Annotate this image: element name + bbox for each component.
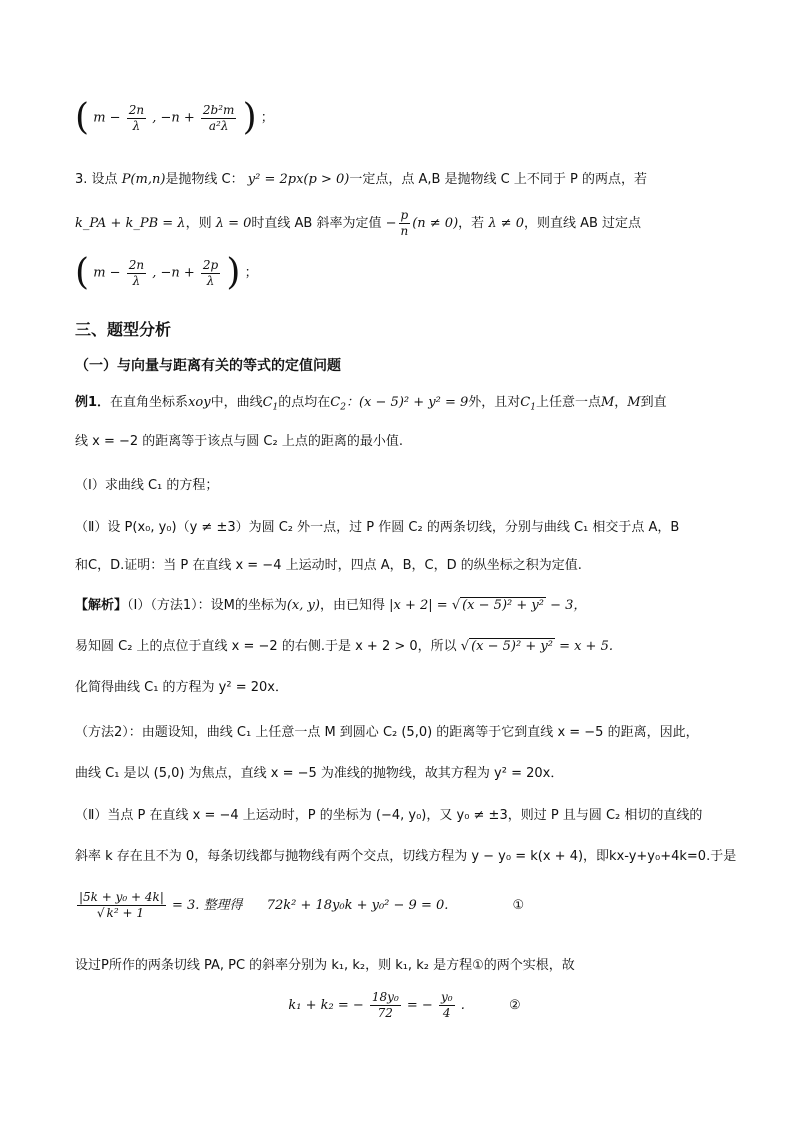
item3-line1: 3. 设点 P(m,n)是抛物线 C： y² = 2px(p > 0)一定点，点 A,B 是抛物线 C 上不同于 P 的两点，若 xyxy=(75,172,647,187)
part2-question-line2: 和C，D.证明：当 P 在直线 x = −4 上运动时，四点 A，B，C，D 的纵坐标之积为定值. xyxy=(75,558,582,573)
solution-line1: 【解析】（Ⅰ）（方法1）：设M的坐标为(x, y)，由已知得 |x + 2| = √ (x − 5)² + y² − 3， xyxy=(75,598,587,613)
subsection-title: （一）与向量与距离有关的等式的定值问题 xyxy=(75,358,341,374)
example-line1: 例1．在直角坐标系xoy中，曲线$C_1$的点均在$C_2$：(x − 5)² + y² = 9外，且对$C_1$上任意一点M，M到直 xyxy=(75,395,667,413)
equation-1: $\frac{\text{|5k + y₀ + 4k|}}{\text{√ k² + 1}}$ = 3. 整理得 72k² + 18y₀k + y₀² − 9 = 0. ① xyxy=(79,890,525,920)
section-title: 三、题型分析 xyxy=(75,320,172,339)
part2-solution-line1: （Ⅱ）当点 P 在直线 x = −4 上运动时，P 的坐标为 (−4, y₀)，又 y₀ ≠ ±3，则过 P 且与圆 C₂ 相切的直线的 xyxy=(75,808,703,823)
part2-solution-line2: 斜率 k 存在且不为 0，每条切线都与抛物线有两个交点，切线方程为 y − y₀ = k(x + 4)，即kx-y+y₀+4k=0.于是 xyxy=(75,849,737,864)
item3-line2: k_PA + k_PB = λ，则 λ = 0时直线 AB 斜率为定值 − $\frac{p}{n}$ (n ≠ 0)，若 λ ≠ 0，则直线 AB 过定点 xyxy=(75,208,642,238)
part2-solution-line4: 设过P所作的两条切线 PA, PC 的斜率分别为 k₁, k₂，则 k₁, k₂ 是方程①的两个实根，故 xyxy=(75,958,575,973)
method2-line1: （方法2）：由题设知，曲线 C₁ 上任意一点 M 到圆心 C₂ (5,0) 的距离等于它到直线 x = −5 的距离，因此， xyxy=(75,725,699,740)
solution-line2: 易知圆 C₂ 上的点位于直线 x = −2 的右侧.于是 x + 2 > 0，所以 √ (x − 5)² + y² = x + 5. xyxy=(75,639,613,654)
part1-question: （Ⅰ）求曲线 C₁ 的方程； xyxy=(75,478,219,493)
part2-question-line1: （Ⅱ）设 P(x₀, y₀)（y ≠ ±3）为圆 C₂ 外一点，过 P 作圆 C₂ 的两条切线，分别与曲线 C₁ 相交于点 A，B xyxy=(75,520,680,535)
solution-line3: 化简得曲线 C₁ 的方程为 y² = 20x． xyxy=(75,680,288,695)
example-line2: 线 x = −2 的距离等于该点与圆 C₂ 上点的距离的最小值. xyxy=(75,434,403,449)
fixed-point-formula-2: ( m − $\frac{2n}{\lambda}$ , −n + $\frac{2p}{\lambda}$ ) ； xyxy=(75,252,258,293)
fixed-point-formula-1: ( m − $\frac{2n}{\lambda}$ , −n + $\frac{\text{2b²m}}{\text{a²λ}}$ ) ； xyxy=(75,97,274,138)
equation-2: k₁ + k₂ = − $\frac{\text{18y₀}}{72}$ = − $\frac{\text{y₀}}{4}$ . ② xyxy=(288,990,521,1020)
method2-line2: 曲线 C₁ 是以 (5,0) 为焦点，直线 x = −5 为准线的抛物线，故其方程为 y² = 20x． xyxy=(75,766,564,781)
